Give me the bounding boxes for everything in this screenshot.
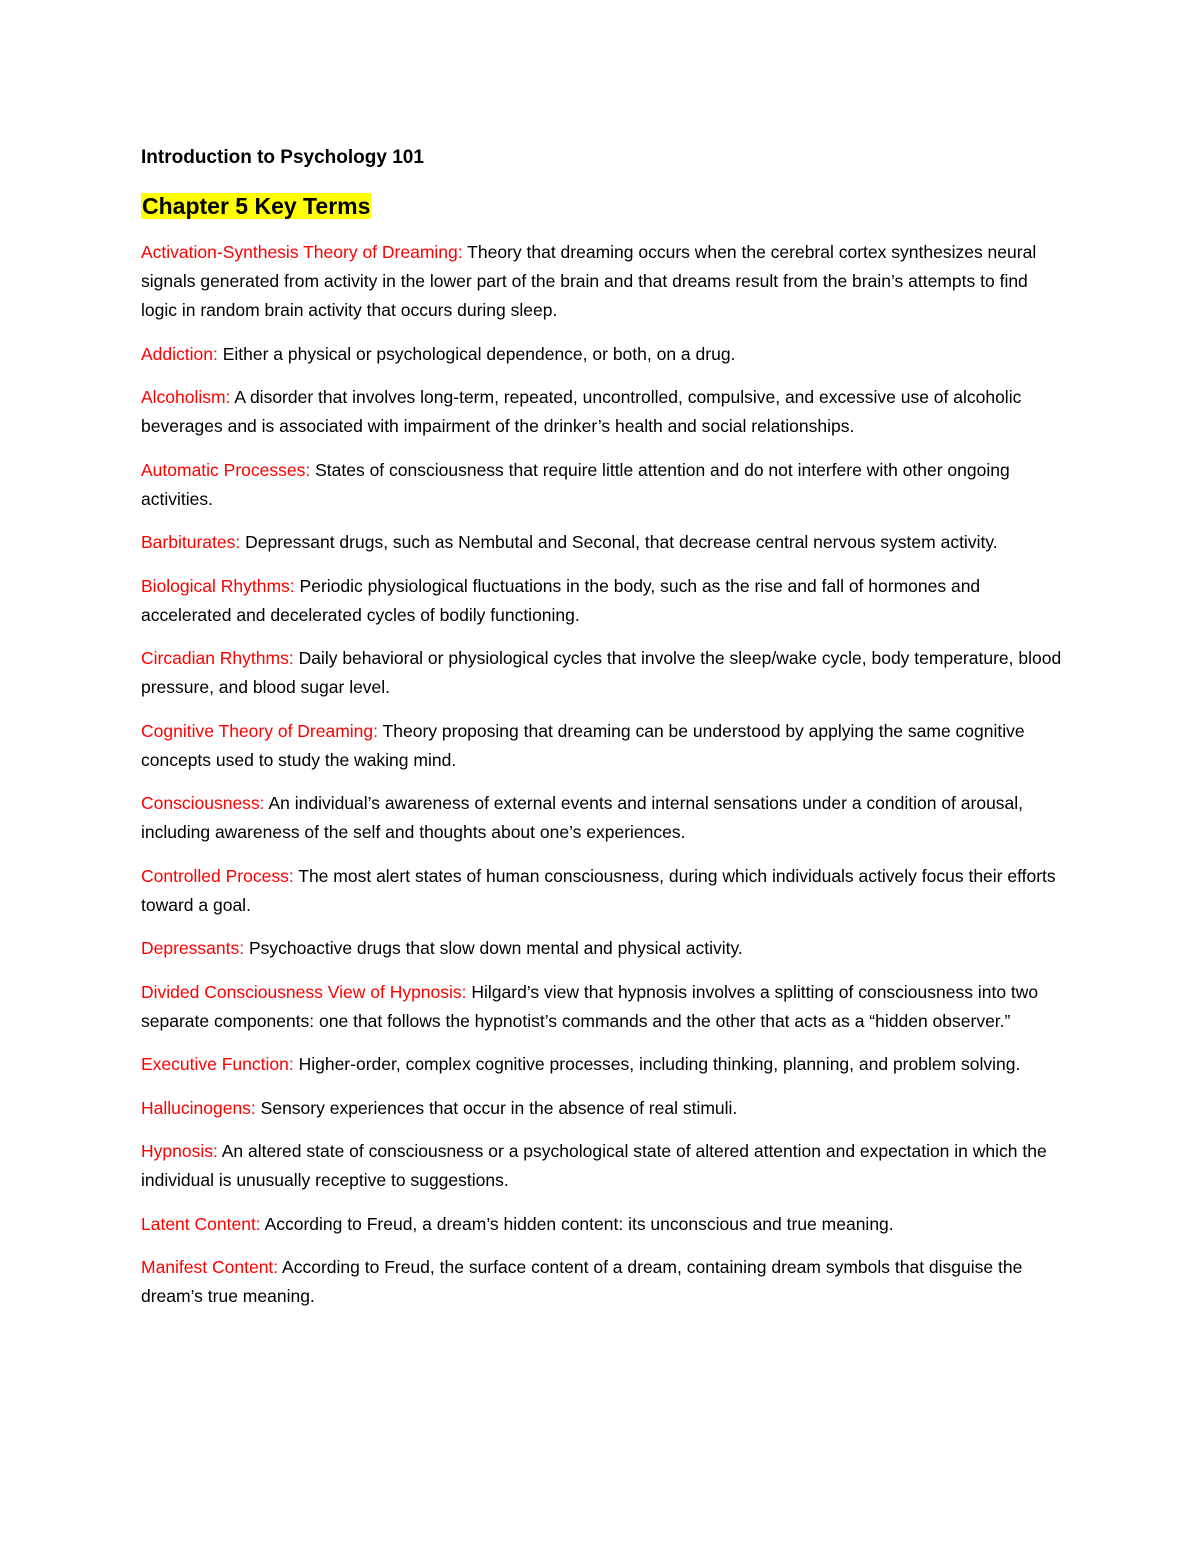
term-entry [141, 978, 1066, 1036]
term-name: Biological Rhythms: [141, 575, 295, 596]
term-name: Controlled Process: [141, 865, 294, 886]
term-definition: The most alert states of human consciousness, during which individuals actively focus their efforts toward a goal. [141, 865, 1056, 915]
term-entry [141, 383, 1066, 441]
term-entry [141, 1210, 1066, 1239]
term-definition: Either a physical or psychological dependence, or both, on a drug. [217, 343, 736, 364]
term-name: Addiction: [141, 343, 218, 364]
term-name: Hallucinogens: [141, 1097, 256, 1118]
term-entry [141, 456, 1066, 514]
term-name: Consciousness: [141, 793, 265, 813]
term-entry [141, 1094, 1066, 1123]
term-definition: Theory that dreaming occurs when the cerebral cortex synthesizes neural signals generated from activity in the lower part of the brain and that dreams result from the brain’s attempts to find logic in random brain activity that occurs during sleep. [141, 242, 1037, 320]
term-name: Activation-Synthesis Theory of Dreaming: [141, 242, 463, 262]
document-page [141, 140, 1066, 1326]
term-definition: Daily behavioral or physiological cycles that involve the sleep/wake cycle, body temperature, blood pressure, and blood sugar level. [141, 648, 1062, 697]
key-terms-list [141, 238, 1066, 1311]
term-definition: Periodic physiological fluctuations in the body, such as the rise and fall of hormones and accelerated and decelerated cycles of bodily functioning. [141, 575, 981, 625]
term-entry [141, 528, 1066, 557]
term-definition: An individual’s awareness of external events and internal sensations under a condition of arousal, including awareness of the self and thoughts about one’s experiences. [141, 793, 1024, 842]
term-definition: Sensory experiences that occur in the absence of real stimuli. [255, 1097, 738, 1118]
term-definition: Theory proposing that dreaming can be understood by applying the same cognitive concepts used to study the waking mind. [141, 720, 1025, 770]
term-name: Divided Consciousness View of Hypnosis: [141, 981, 467, 1002]
term-entry [141, 862, 1066, 920]
term-name: Manifest Content: [141, 1257, 279, 1277]
term-name: Automatic Processes: [141, 459, 311, 480]
term-definition: An altered state of consciousness or a psychological state of altered attention and expectation in which the individual is unusually receptive to suggestions. [141, 1141, 1047, 1190]
document-title: Introduction to Psychology 101 [141, 147, 424, 168]
term-entry [141, 340, 1066, 369]
term-name: Depressants: [141, 938, 245, 958]
term-name: Executive Function: [141, 1054, 294, 1074]
term-name: Barbiturates: [141, 532, 241, 552]
term-name: Cognitive Theory of Dreaming: [141, 720, 379, 741]
term-entry [141, 572, 1066, 630]
term-entry [141, 1137, 1066, 1195]
term-name: Latent Content: [141, 1213, 261, 1234]
term-entry [141, 934, 1066, 963]
term-entry [141, 644, 1066, 702]
term-definition: Depressant drugs, such as Nembutal and Seconal, that decrease central nervous system activity. [240, 532, 998, 552]
term-name: Circadian Rhythms: [141, 648, 294, 668]
term-definition: States of consciousness that require little attention and do not interfere with other ongoing activities. [141, 459, 1010, 509]
term-definition: A disorder that involves long-term, repeated, uncontrolled, compulsive, and excessive use of alcoholic beverages and is associated with impairment of the drinker’s health and social relationships. [141, 387, 1022, 436]
term-definition: According to Freud, a dream’s hidden content: its unconscious and true meaning. [260, 1213, 894, 1234]
term-definition: Hilgard’s view that hypnosis involves a splitting of consciousness into two separate components: one that follows the hypnotist’s commands and the other that acts as a “hidden observer.” [141, 981, 1039, 1031]
term-name: Hypnosis: [141, 1141, 218, 1161]
term-entry [141, 789, 1066, 847]
term-definition: Psychoactive drugs that slow down mental and physical activity. [244, 938, 743, 958]
term-entry [141, 1050, 1066, 1079]
term-definition: Higher-order, complex cognitive processes, including thinking, planning, and problem solving. [293, 1054, 1021, 1074]
term-entry [141, 238, 1066, 325]
term-name: Alcoholism: [141, 387, 231, 407]
chapter-heading [141, 188, 1066, 228]
term-definition: According to Freud, the surface content of a dream, containing dream symbols that disguise the dream’s true meaning. [141, 1257, 1023, 1306]
chapter-heading-highlight: Chapter 5 Key Terms [142, 193, 371, 219]
term-entry [141, 1253, 1066, 1311]
term-entry [141, 717, 1066, 775]
